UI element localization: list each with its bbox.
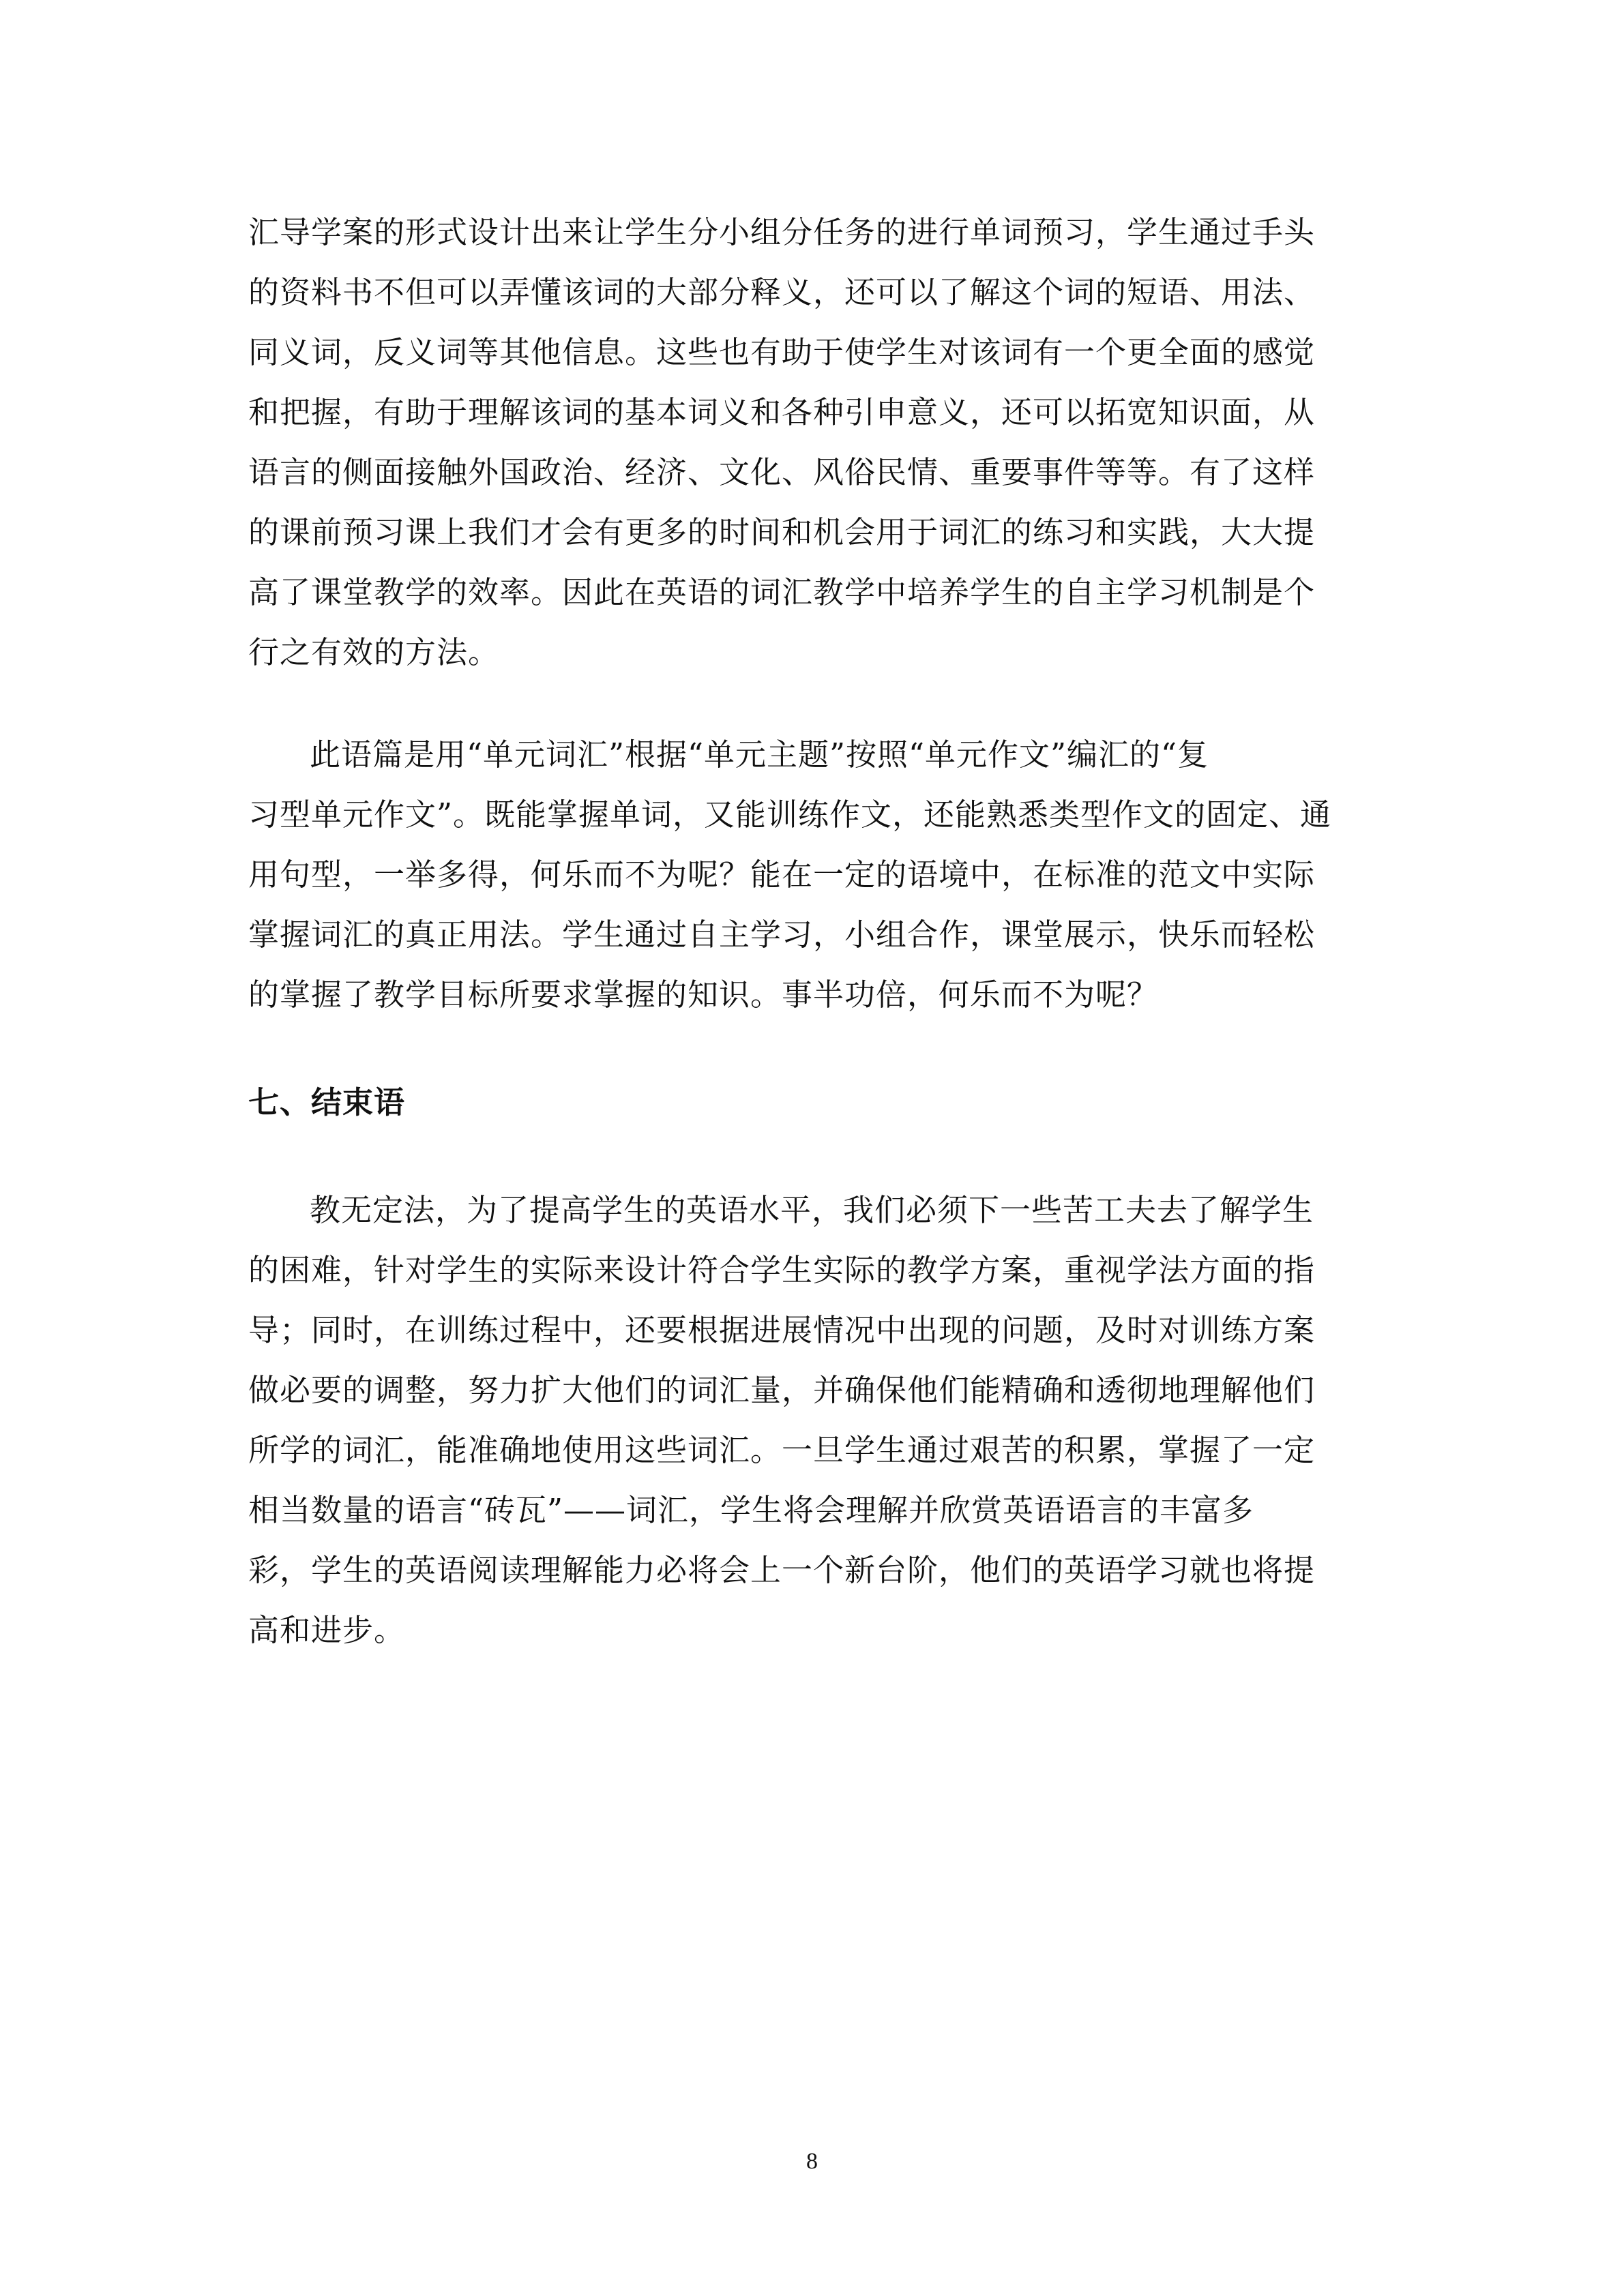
paragraph-1-line: 汇导学案的形式设计出来让学生分小组分任务的进行单词预习，学生通过手头 [248,214,1316,250]
paragraph-2-line: 用句型，一举多得，何乐而不为呢？能在一定的语境中，在标准的范文中实际 [248,856,1316,893]
section-heading: 七、结束语 [248,1084,406,1120]
paragraph-2-line: 习型单元作文”。既能掌握单词，又能训练作文，还能熟悉类型作文的固定、通 [248,796,1332,833]
paragraph-2-line: 此语篇是用“单元词汇”根据“单元主题”按照“单元作文”编汇的“复 [310,736,1209,773]
paragraph-1-line: 语言的侧面接触外国政治、经济、文化、风俗民情、重要事件等等。有了这样 [248,454,1316,490]
paragraph-3-line: 相当数量的语言“砖瓦”——词汇，学生将会理解并欣赏英语语言的丰富多 [248,1492,1254,1528]
paragraph-1-line: 高了课堂教学的效率。因此在英语的词汇教学中培养学生的自主学习机制是个 [248,574,1316,610]
paragraph-3-line: 的困难，针对学生的实际来设计符合学生实际的教学方案，重视学法方面的指 [248,1252,1316,1288]
paragraph-2-line: 的掌握了教学目标所要求掌握的知识。事半功倍，何乐而不为呢？ [248,976,1159,1013]
paragraph-3-line: 做必要的调整，努力扩大他们的词汇量，并确保他们能精确和透彻地理解他们 [248,1372,1316,1408]
paragraph-3-line: 所学的词汇，能准确地使用这些词汇。一旦学生通过艰苦的积累，掌握了一定 [248,1432,1316,1468]
paragraph-3-line: 导；同时，在训练过程中，还要根据进展情况中出现的问题，及时对训练方案 [248,1312,1316,1348]
paragraph-1-line: 和把握，有助于理解该词的基本词义和各种引申意义，还可以拓宽知识面，从 [248,394,1316,430]
paragraph-1-line: 的课前预习课上我们才会有更多的时间和机会用于词汇的练习和实践，大大提 [248,514,1316,550]
paragraph-3-line: 彩，学生的英语阅读理解能力必将会上一个新台阶，他们的英语学习就也将提 [248,1552,1316,1588]
paragraph-1-line: 的资料书不但可以弄懂该词的大部分释义，还可以了解这个词的短语、用法、 [248,274,1316,310]
paragraph-3-line: 教无定法，为了提高学生的英语水平，我们必须下一些苦工夫去了解学生 [310,1192,1314,1228]
paragraph-1-line: 行之有效的方法。 [248,634,500,670]
page-number: 8 [806,2149,818,2174]
paragraph-2-line: 掌握词汇的真正用法。学生通过自主学习，小组合作，课堂展示，快乐而轻松 [248,916,1316,953]
paragraph-3-line: 高和进步。 [248,1612,406,1648]
paragraph-1-line: 同义词，反义词等其他信息。这些也有助于使学生对该词有一个更全面的感觉 [248,334,1316,370]
